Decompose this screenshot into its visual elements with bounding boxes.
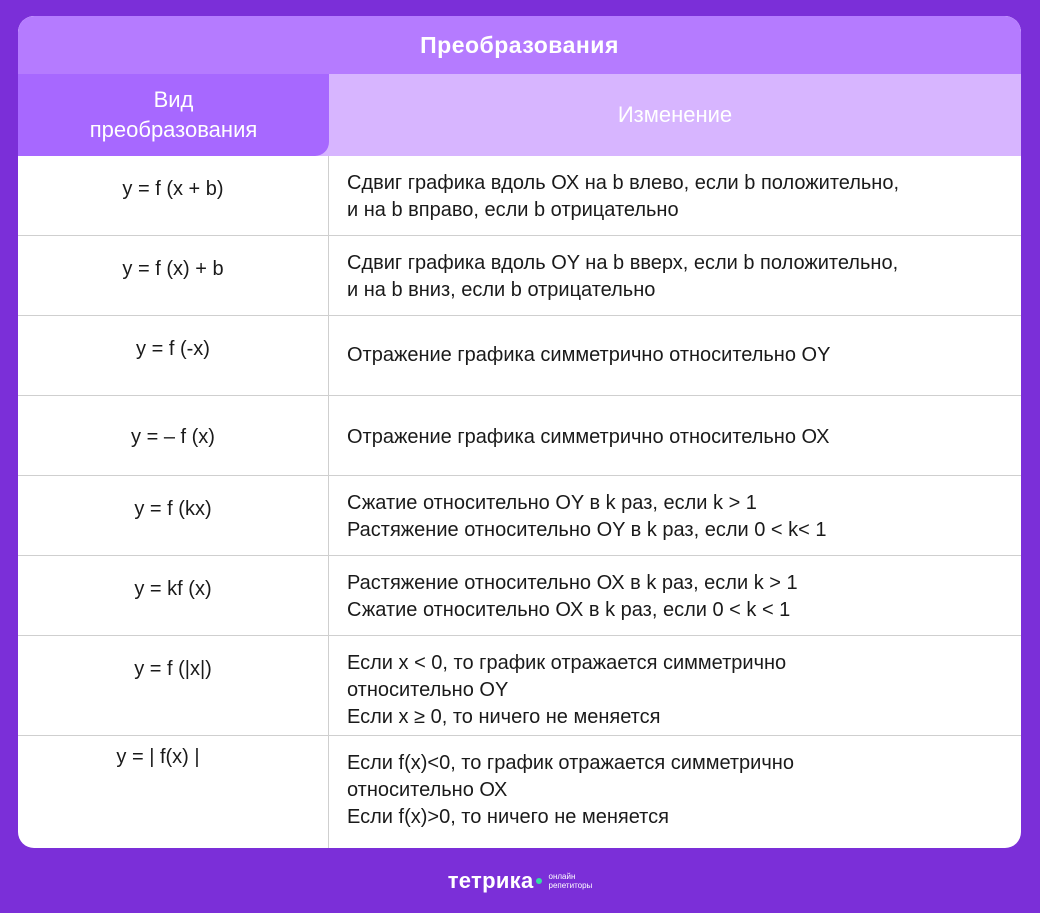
formula-cell: y = f (x) + b xyxy=(18,236,329,315)
description-cell xyxy=(329,156,1021,235)
header-change: Изменение xyxy=(617,102,733,127)
description-line: Если x < 0, то график отражается симметрично xyxy=(347,652,787,674)
description-line: Растяжение относительно ОY в k раз, если 0 < k< 1 xyxy=(347,519,827,541)
description-line: Растяжение относительно ОХ в k раз, если k > 1 xyxy=(347,572,798,594)
description-line: Отражение графика симметрично относительно ОY xyxy=(347,344,831,366)
description-cell xyxy=(329,556,1021,635)
description-line: Отражение графика симметрично относительно ОХ xyxy=(347,426,830,448)
description-line: и на b вправо, если b отрицательно xyxy=(347,199,679,221)
table-body xyxy=(18,156,1021,848)
table-title: Преобразования xyxy=(18,16,1021,74)
table-row xyxy=(18,316,1021,396)
description-line: Сдвиг графика вдоль ОY на b вверх, если b положительно, xyxy=(347,252,899,274)
description-cell xyxy=(329,736,1021,848)
brand-subtitle-line1: онлайн xyxy=(548,871,576,881)
formula-cell: y = f (x + b) xyxy=(18,156,329,235)
description-line: Если f(x)>0, то ничего не меняется xyxy=(347,806,669,828)
description-cell xyxy=(329,316,1021,395)
description-line: Сжатие относительно ОY в k раз, если k > 1 xyxy=(347,492,757,514)
description-line: Если x ≥ 0, то ничего не меняется xyxy=(347,706,661,728)
description-cell xyxy=(329,636,1021,735)
description-line: Сжатие относительно ОХ в k раз, если 0 < k < 1 xyxy=(347,599,791,621)
description-cell xyxy=(329,236,1021,315)
table-row xyxy=(18,396,1021,476)
table-row xyxy=(18,476,1021,556)
formula-cell: y = | f(x) | xyxy=(18,736,329,848)
table-row xyxy=(18,636,1021,736)
brand-subtitle xyxy=(549,872,593,890)
brand-dot-icon xyxy=(536,878,542,884)
header-transform-type-line1: Вид xyxy=(153,87,194,112)
header-transform-type-line2: преобразования xyxy=(89,117,258,142)
description-cell xyxy=(329,476,1021,555)
description-line: относительно ОY xyxy=(347,679,509,701)
description-line: Сдвиг графика вдоль ОХ на b влево, если b положительно, xyxy=(347,172,900,194)
table-row xyxy=(18,736,1021,848)
description-cell xyxy=(329,396,1021,475)
table-header-row xyxy=(18,74,1021,156)
table-row xyxy=(18,236,1021,316)
brand-name: тетрика xyxy=(447,867,534,893)
brand-subtitle-line2: репетиторы xyxy=(548,880,593,890)
formula-cell: y = – f (x) xyxy=(18,396,329,475)
table-row xyxy=(18,556,1021,636)
footer-logo xyxy=(0,848,1040,913)
transformations-table xyxy=(18,16,1021,848)
formula-cell: y = f (-x) xyxy=(18,316,329,395)
table-row xyxy=(18,156,1021,236)
formula-cell: y = f (|x|) xyxy=(18,636,329,735)
description-line: относительно ОХ xyxy=(347,779,508,801)
formula-cell: y = f (kx) xyxy=(18,476,329,555)
description-line: Если f(x)<0, то график отражается симметрично xyxy=(347,752,794,774)
description-line: и на b вниз, если b отрицательно xyxy=(347,279,656,301)
header-transform-type xyxy=(18,74,329,156)
formula-cell: y = kf (x) xyxy=(18,556,329,635)
